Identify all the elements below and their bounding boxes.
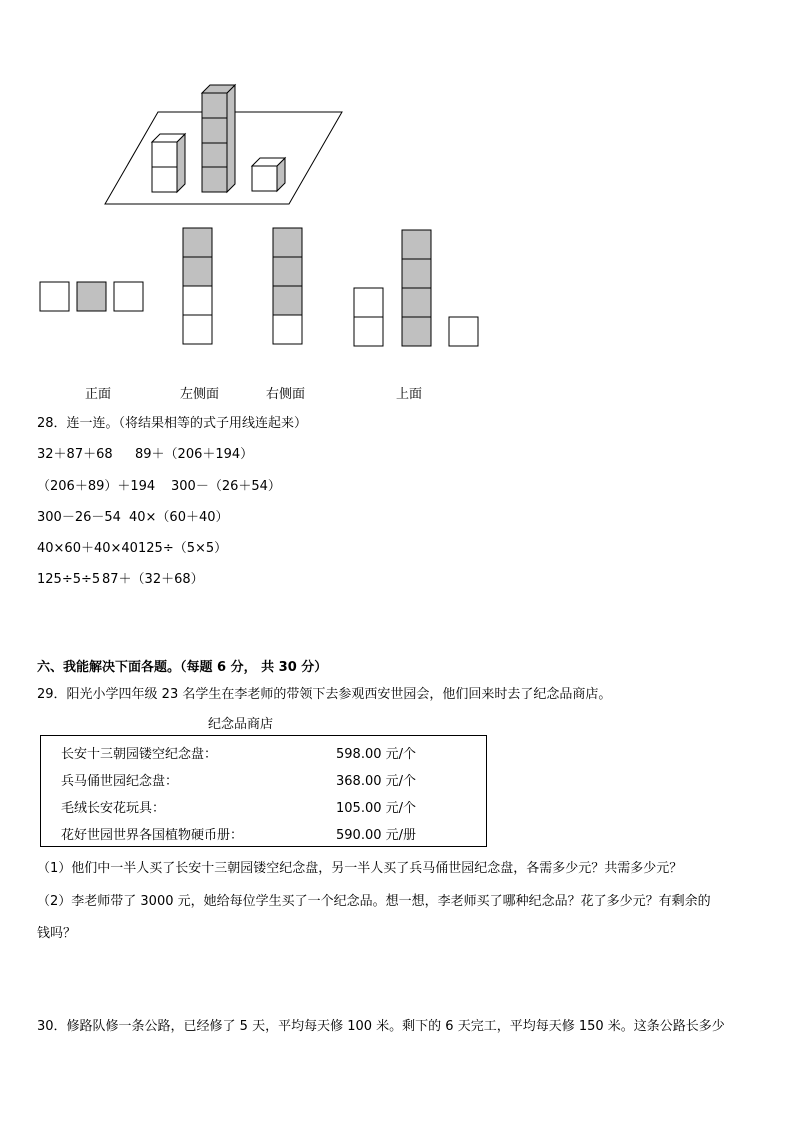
q28-left-expr: 32＋87＋68 [37,447,113,462]
q28-right-expr: 89＋（206＋194） [135,447,254,462]
q28-right-expr: 40×（60＋40） [129,510,229,525]
top-view [354,230,478,346]
item-price: 368.00 元/个 [336,774,416,789]
item-price: 598.00 元/个 [336,747,416,762]
item-price: 105.00 元/个 [336,801,416,816]
item-name: 花好世园世界各国植物硬币册： [61,828,244,843]
q30-text: 30．修路队修一条公路，已经修了 5 天，平均每天修 100 米。剩下的 6 天完工，平均每天修 150 米。这条公路长多少 [37,1019,725,1034]
q28-left-expr: 125÷5÷5 [37,572,101,587]
q28-right-expr: 300－（26＋54） [171,479,281,494]
q28-title: 28．连一连。（将结果相等的式子用线连起来） [37,416,308,431]
shop-title: 纪念品商店 [208,717,274,732]
left-stack [152,134,185,192]
q28-left-expr: 40×60＋40×40 [37,541,138,556]
q28-left-expr: （206＋89）＋194 [37,479,156,494]
q29-sub2-cont: 钱吗？ [37,926,77,941]
tall-stack [202,85,235,192]
view-label-top: 上面 [396,387,423,402]
q28-left-expr: 300－26－54 [37,510,121,525]
q29-sub2: （2）李老师带了 3000 元，她给每位学生买了一个纪念品。想一想，李老师买了哪种纪念品？花了多少元？有剩余的 [37,894,711,909]
view-label-left: 左侧面 [180,387,220,402]
item-name: 兵马俑世园纪念盘： [61,774,179,789]
section-6-heading: 六、我能解决下面各题。（每题 6 分， 共 30 分） [37,660,328,675]
q28-right-expr: 87＋（32＋68） [102,572,204,587]
cube-views-figure [0,0,794,360]
q29-sub1: （1）他们中一半人买了长安十三朝园镂空纪念盘，另一半人买了兵马俑世园纪念盘，各需多少元？共需多少元？ [37,861,683,876]
right-side-view [273,228,302,344]
left-side-view [183,228,212,344]
item-price: 590.00 元/册 [336,828,416,843]
view-label-right: 右侧面 [266,387,306,402]
item-name: 毛绒长安花玩具： [61,801,166,816]
q28-right-expr: 125÷（5×5） [138,541,228,556]
front-view [40,282,143,311]
single-cube [252,158,285,191]
view-label-front: 正面 [85,387,112,402]
q29-intro: 29．阳光小学四年级 23 名学生在李老师的带领下去参观西安世园会，他们回来时去了纪念品商店。 [37,687,612,702]
item-name: 长安十三朝园镂空纪念盘： [61,747,218,762]
price-table [40,735,487,847]
